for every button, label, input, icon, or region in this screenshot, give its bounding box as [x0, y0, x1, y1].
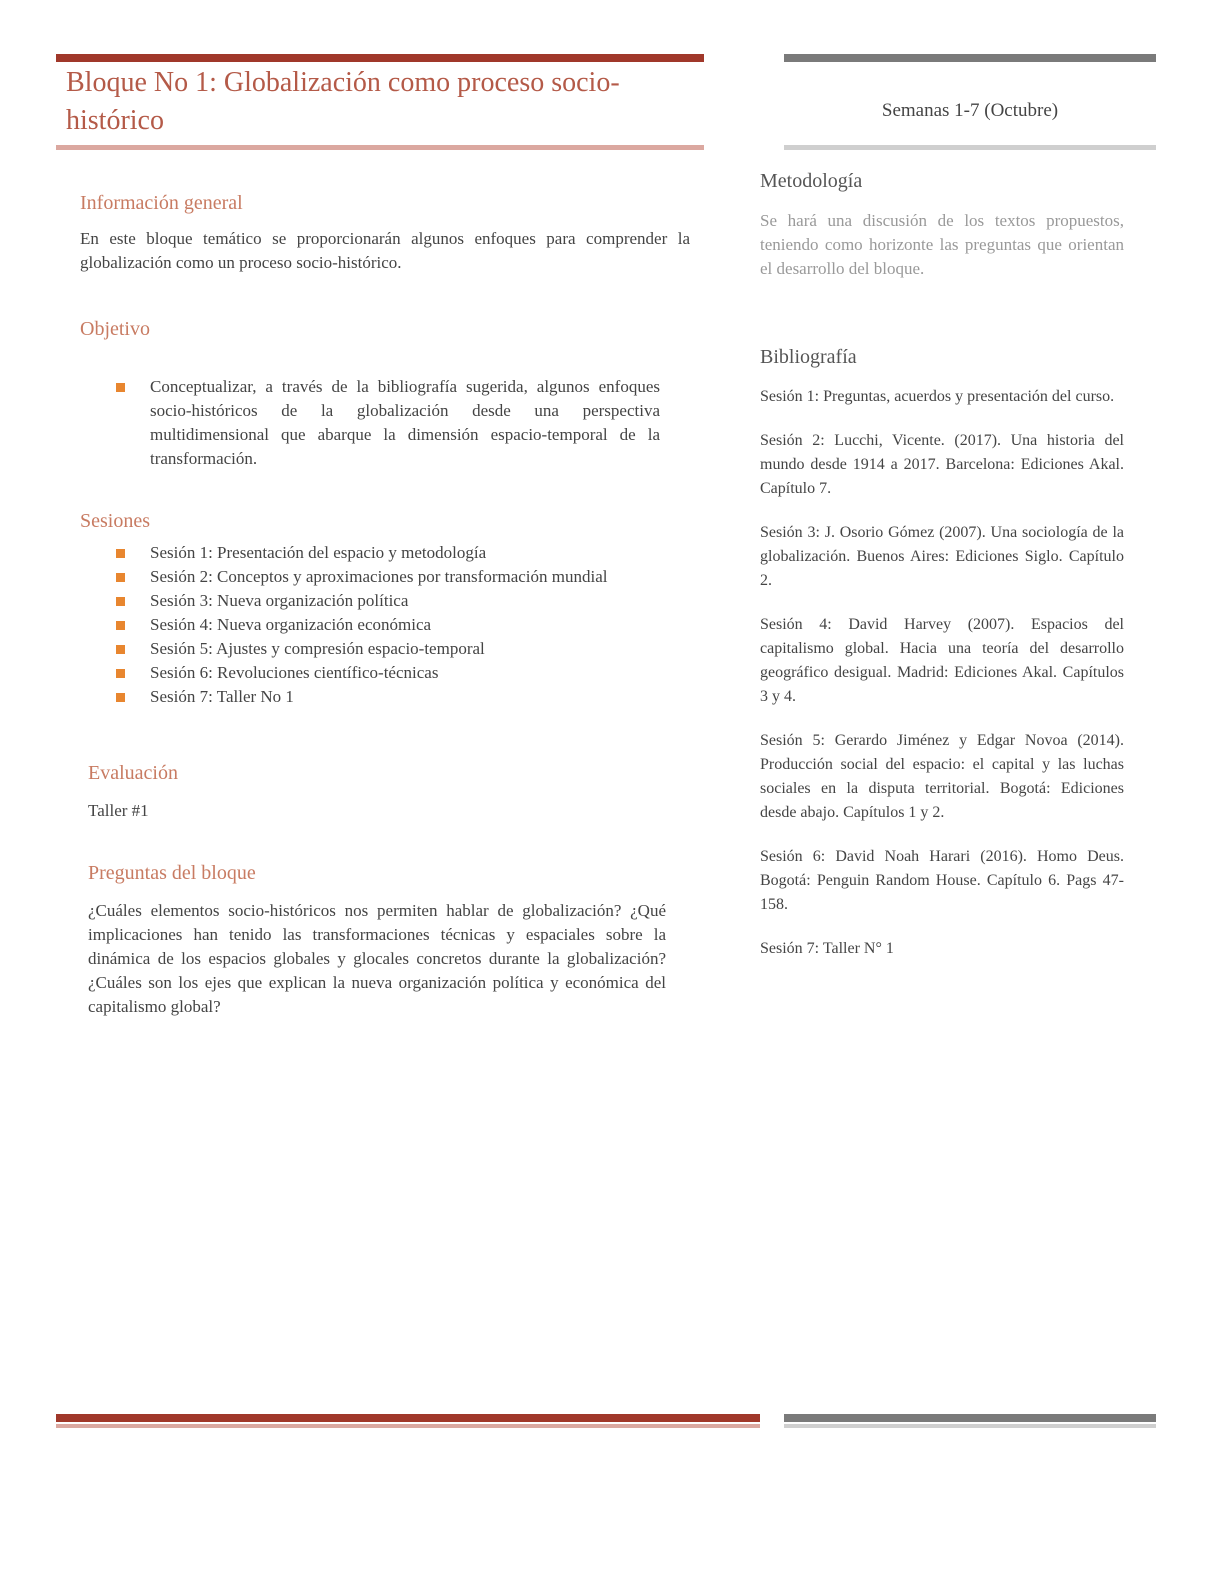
footer-left-rule: [56, 1414, 760, 1422]
bibliography-entry: Sesión 4: David Harvey (2007). Espacios del capitalismo global. Hacia una teoría del desarrollo geográfico desigual. Madrid: Ediciones Akal. Capítulos 3 y 4.: [760, 616, 1124, 705]
bullet-icon: [116, 597, 125, 606]
questions-section: [88, 862, 666, 1019]
bibliography-entry: Sesión 5: Gerardo Jiménez y Edgar Novoa (2014). Producción social del espacio: el capital y las luchas sociales en la disputa territorial. Bogotá: Ediciones desde abajo. Capítulos 1 y 2.: [760, 732, 1124, 821]
list-item: Sesión 3: Nueva organización política: [80, 589, 660, 613]
bullet-icon: [116, 693, 125, 702]
questions-heading: Preguntas del bloque: [88, 862, 256, 884]
title-bottom-rule: [56, 145, 704, 150]
list-item: Sesión 6: Revoluciones científico-técnicas: [80, 661, 660, 685]
date-range: Semanas 1-7 (Octubre): [881, 100, 1059, 121]
list-item: Sesión 4: Nueva organización económica: [80, 613, 660, 637]
bullet-icon: [116, 383, 125, 392]
general-info-section: [80, 192, 690, 275]
objective-section: [80, 318, 660, 471]
general-info-heading: Información general: [80, 192, 243, 214]
page-title: Bloque No 1: Globalización como proceso socio-histórico: [66, 67, 620, 136]
objective-list: [80, 375, 660, 471]
footer-right-thin-rule: [784, 1424, 1156, 1428]
date-top-rule: [784, 54, 1156, 62]
bibliography-entry: Sesión 6: David Noah Harari (2016). Homo Deus. Bogotá: Penguin Random House. Capítulo 6. Pags 47-158.: [760, 848, 1124, 913]
list-item: Sesión 7: Taller No 1: [80, 685, 660, 709]
sessions-heading: Sesiones: [80, 510, 150, 532]
evaluation-heading: Evaluación: [88, 762, 178, 784]
methodology-section: [760, 170, 1124, 281]
bullet-icon: [116, 549, 125, 558]
list-item: Sesión 1: Presentación del espacio y metodología: [80, 541, 660, 565]
bullet-icon: [116, 573, 125, 582]
evaluation-text: Taller #1: [88, 801, 149, 820]
methodology-text: Se hará una discusión de los textos propuestos, teniendo como horizonte las preguntas que orientan el desarrollo del bloque.: [760, 211, 1124, 278]
objective-heading: Objetivo: [80, 318, 150, 340]
evaluation-section: [88, 762, 668, 823]
footer-left-thin-rule: [56, 1424, 760, 1428]
title-top-rule: [56, 54, 704, 62]
bibliography-entry: Sesión 3: J. Osorio Gómez (2007). Una sociología de la globalización. Buenos Aires: Ediciones Siglo. Capítulo 2.: [760, 524, 1124, 589]
list-item: Sesión 2: Conceptos y aproximaciones por transformación mundial: [80, 565, 660, 589]
bullet-icon: [116, 621, 125, 630]
general-info-text: En este bloque temático se proporcionarán algunos enfoques para comprender la globalización como un proceso socio-histórico.: [80, 229, 690, 272]
methodology-heading: Metodología: [760, 170, 863, 192]
questions-text: ¿Cuáles elementos socio-históricos nos permiten hablar de globalización? ¿Qué implicaciones han tenido las transformaciones técnicas y espaciales sobre la dinámica de los espacios globales y glocales concretos durante la globalización? ¿Cuáles son los ejes que explican la nueva organización política y económica del capitalismo global?: [88, 901, 666, 1016]
sessions-section: [80, 510, 660, 709]
list-item: Conceptualizar, a través de la bibliografía sugerida, algunos enfoques socio-históricos de la globalización desde una perspectiva multidimensional que abarque la dimensión espacio-temporal de la transformación.: [80, 375, 660, 471]
bullet-icon: [116, 669, 125, 678]
bibliography-section: [760, 346, 1124, 981]
date-bottom-rule: [784, 145, 1156, 150]
bibliography-entry: Sesión 2: Lucchi, Vicente. (2017). Una historia del mundo desde 1914 a 2017. Barcelona: Ediciones Akal. Capítulo 7.: [760, 432, 1124, 497]
bullet-icon: [116, 645, 125, 654]
bibliography-entry: Sesión 1: Preguntas, acuerdos y presentación del curso.: [760, 388, 1115, 405]
bibliography-entry: Sesión 7: Taller N° 1: [760, 940, 894, 957]
bibliography-heading: Bibliografía: [760, 346, 857, 368]
list-item: Sesión 5: Ajustes y compresión espacio-temporal: [80, 637, 660, 661]
footer-right-rule: [784, 1414, 1156, 1422]
sessions-list: [80, 541, 660, 709]
